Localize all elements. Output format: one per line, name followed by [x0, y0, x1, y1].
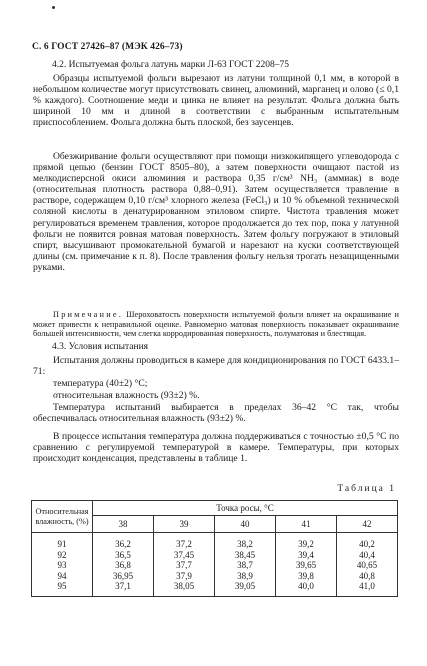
column-header: 40 — [215, 516, 276, 533]
table-cell: 36,2 — [93, 533, 154, 550]
table-cell: 36,8 — [93, 560, 154, 571]
table-cell: 38,2 — [215, 533, 276, 550]
table-cell: 38,7 — [215, 560, 276, 571]
table-row — [32, 550, 398, 561]
table-cell: 36,95 — [93, 571, 154, 582]
column-header: 41 — [276, 516, 337, 533]
cell-humidity: 93 — [32, 560, 93, 571]
section-4-3-paragraph-3: В процессе испытания температура должна поддерживаться с точностью ±0,5 °С по сравнению с регулируемой температурой в камере. Температуры, при которых происходит конденсация, представлены в таблице 1. — [33, 431, 399, 465]
table-cell: 37,1 — [93, 581, 154, 596]
table-cell: 40,0 — [276, 581, 337, 596]
table-cell: 40,65 — [337, 560, 398, 571]
table-cell: 37,45 — [154, 550, 215, 561]
table-caption: Таблица 1 — [337, 484, 396, 494]
table-cell: 38,9 — [215, 571, 276, 582]
table-row — [32, 581, 398, 596]
table-cell: 36,5 — [93, 550, 154, 561]
table-cell: 39,8 — [276, 571, 337, 582]
section-4-2-paragraph-1: Образцы испытуемой фольги вырезают из латуни толщиной 0,1 мм, в которой в небольшом количестве могут присутствовать свинец, алюминий, марганец и олово (≤ 0,1 % каждого). Соотношение меди и цинка не влияет на результат. Фольга должна быть шириной 10 мм и длиной в соответствии с выбранным испытательным приспособлением. Фольга должна быть плоской, без заусенцев. — [33, 73, 399, 129]
column-header: 39 — [154, 516, 215, 533]
table-cell: 38,45 — [215, 550, 276, 561]
table-cell: 39,2 — [276, 533, 337, 550]
cell-humidity: 95 — [32, 581, 93, 596]
row-header-humidity: Относительная влажность, (%) — [32, 501, 93, 533]
table-cell: 39,05 — [215, 581, 276, 596]
table-cell: 40,4 — [337, 550, 398, 561]
table-cell: 39,4 — [276, 550, 337, 561]
cell-humidity: 91 — [32, 533, 93, 550]
column-header: 38 — [93, 516, 154, 533]
column-header: 42 — [337, 516, 398, 533]
section-4-2-paragraph-2: Обезжиривание фольги осуществляют при помощи низкокипящего углеводорода с прямой цепью (бензин ГОСТ 8505–80), а затем поверхности очищают пастой из мелкодисперсной окиси алюминия и раствора 0,35 г/см³ NH₃ (аммиак) в воде (относительная плотность раствора 0,88–0,91). Затем осуществляется травление в растворе, содержащем 0,10 г/см³ хлорного железа (FeCl₃) и 10 % объемной технической соляной кислоты в денатурированном этиловом спирте. Чистота травления может регулироваться временем травления, которое продолжается до тех пор, пока у латунной фольги не появится ровная матовая поверхность. Затем фольгу погружают в этиловый спирт, высушивают промокательной бумагой и нарезают на куски соответствующей длины (см. примечание к п. 8). После травления фольгу нельзя трогать незащищенными руками. — [33, 151, 399, 273]
dew-point-table — [31, 500, 398, 597]
section-4-3-title: 4.3. Условия испытания — [52, 342, 149, 352]
table-cell: 37,7 — [154, 560, 215, 571]
table-row — [32, 560, 398, 571]
section-4-2-title: 4.2. Испытуемая фольга латунь марки Л-63 ГОСТ 2208–75 — [52, 60, 290, 70]
section-4-3-paragraph-2: Температура испытаний выбирается в пределах 36–42 °С так, чтобы обеспечивалась относительная влажность (93±2) %. — [33, 402, 399, 425]
table-row — [32, 571, 398, 582]
temperature-condition: температура (40±2) °С; — [53, 378, 148, 389]
table-row — [32, 533, 398, 550]
humidity-condition: относительная влажность (93±2) %. — [53, 390, 200, 401]
cell-humidity: 94 — [32, 571, 93, 582]
table-cell: 41,0 — [337, 581, 398, 596]
table-cell: 39,65 — [276, 560, 337, 571]
table-cell: 40,2 — [337, 533, 398, 550]
section-4-3-paragraph-1: Испытания должны проводиться в камере для кондиционирования по ГОСТ 6433.1–71: — [33, 355, 399, 378]
section-4-2-note — [33, 310, 399, 339]
cell-humidity: 92 — [32, 550, 93, 561]
page-header: С. 6 ГОСТ 27426–87 (МЭК 426–73) — [32, 42, 183, 52]
table-cell: 40,8 — [337, 571, 398, 582]
column-group-dew-point: Точка росы, °С — [93, 501, 398, 516]
table-cell: 37,2 — [154, 533, 215, 550]
scan-mark — [52, 6, 55, 9]
table-cell: 38,05 — [154, 581, 215, 596]
table-cell: 37,9 — [154, 571, 215, 582]
note-text: Шероховатость поверхности испытуемой фольги влияет на окрашивание и может привести к неправильной оценке. Равномерно матовая поверхность показывает окрашивание большей интенсивности, чем слегка корродированная поверхность, полуматовая и блестящая. — [33, 310, 400, 339]
note-label: Примечание. — [53, 310, 123, 319]
